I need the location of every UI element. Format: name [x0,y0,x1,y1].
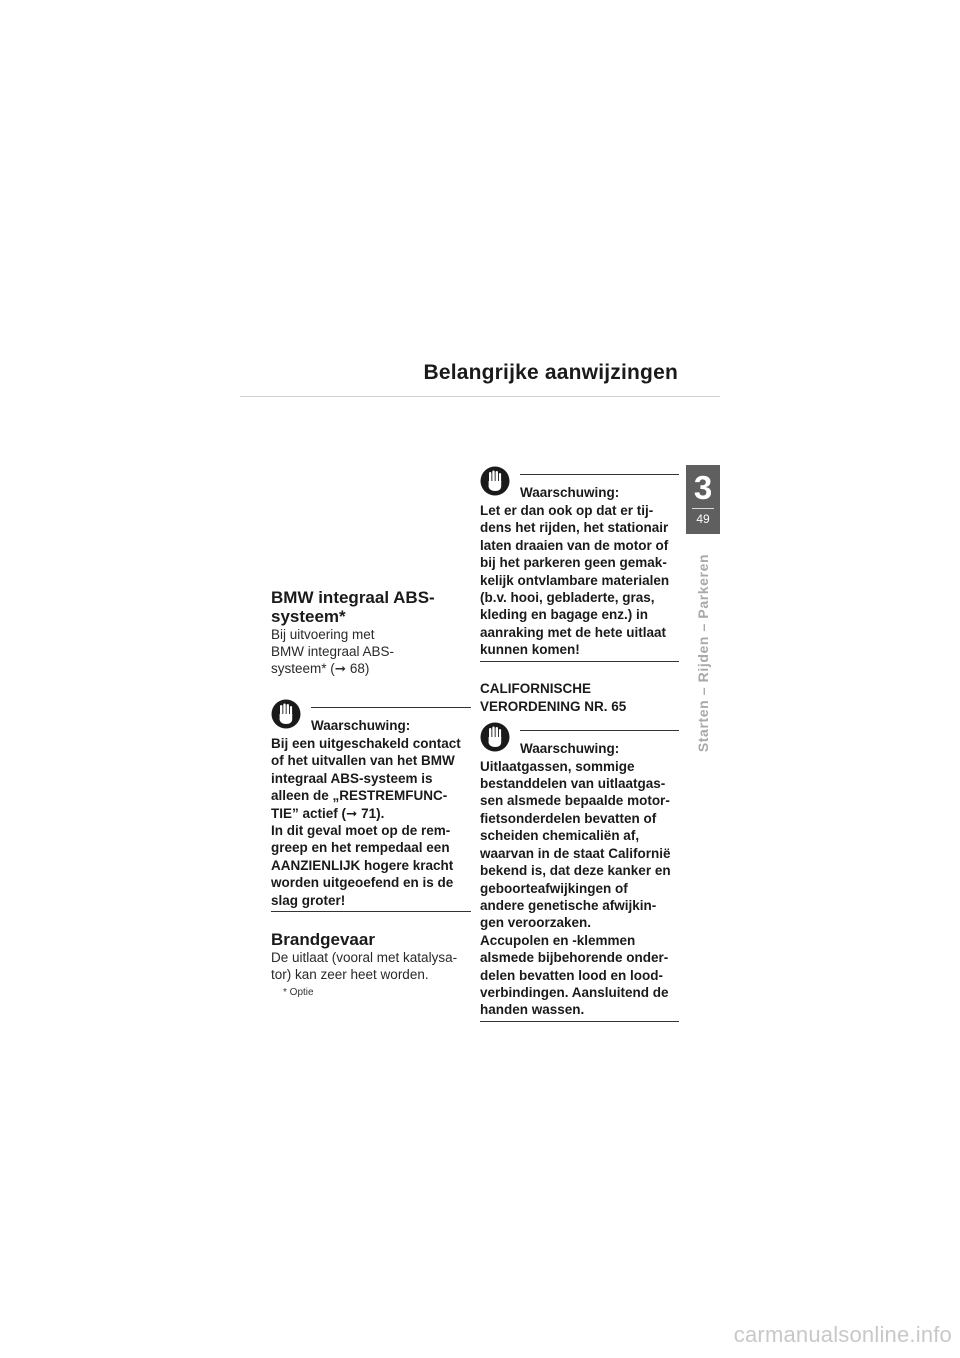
fire-warning-header [480,466,679,502]
hand-stop-icon [271,699,301,729]
hand-stop-icon [480,722,510,752]
fire-body: De uitlaat (vooral met katalysa- tor) kan zeer heet worden. [271,950,458,983]
page-number: 49 [696,512,710,526]
california-warning-bottom-rule [480,1021,679,1022]
chapter-tab [686,465,720,534]
fire-warning-label: Waarschuwing: [520,485,620,500]
footnote-optie: * Optie [283,987,314,998]
fire-warning-text: Let er dan ook op dat er tij- dens het rijden, het stationair laten draaien van de motor of bij het parkeren geen gemak- kelijk ontvlambare materialen (b.v. hooi, gebladerte, gras, kleding en bagage enz.) in aanraking met de hete uitlaat kunnen komen! [480,503,670,658]
title-divider [240,396,720,397]
california-warning-text: Uitlaatgassen, sommige bestanddelen van uitlaatgas- sen alsmede bepaalde motor- fietsonderdelen bevatten of scheiden chemicaliën af, waarvan in de staat Californië bekend is, dat deze kanker en geboorteafwijkingen of andere genetische afwijkin- gen veroorzaken. Accupolen en -klemmen alsmede bijbehorende onder- delen bevatten lood en lood- verbindingen. Aansluitend de handen wassen. [480,758,671,1018]
fire-heading: Brandgevaar [271,930,375,950]
california-warning-header [480,722,679,758]
page-title: Belangrijke aanwijzingen [423,361,678,384]
abs-warning-header [271,699,471,735]
fire-warning-top-rule [520,474,679,475]
california-warning-label: Waarschuwing: [520,740,620,756]
abs-warning-text: Bij een uitgeschakeld contact of het uitvallen van het BMW integraal ABS-systeem is alleen de „RESTREMFUNC- TIE” actief (➞ 71). In dit geval moet op de rem- greep en het rempedaal een AANZIENLIJK hogere kracht worden uitgeoefend en is de slag groter! [271,736,461,908]
abs-heading: BMW integraal ABS- systeem* [271,588,435,626]
chapter-number: 3 [693,469,713,506]
abs-warning-top-rule [311,707,471,708]
chapter-side-label: Starten – Rijden – Parkeren [695,553,711,753]
watermark: carmanualsonline.info [733,1322,952,1347]
hand-stop-icon [480,466,510,496]
chapter-tab-divider [692,508,714,509]
right-column [480,466,679,1022]
abs-body: Bij uitvoering met BMW integraal ABS- systeem* (➞ 68) [271,627,395,676]
california-warning-top-rule [520,730,679,731]
abs-warning-label: Waarschuwing: [311,718,411,733]
left-column [271,588,471,983]
california-heading: CALIFORNISCHE VERORDENING NR. 65 [480,680,627,714]
